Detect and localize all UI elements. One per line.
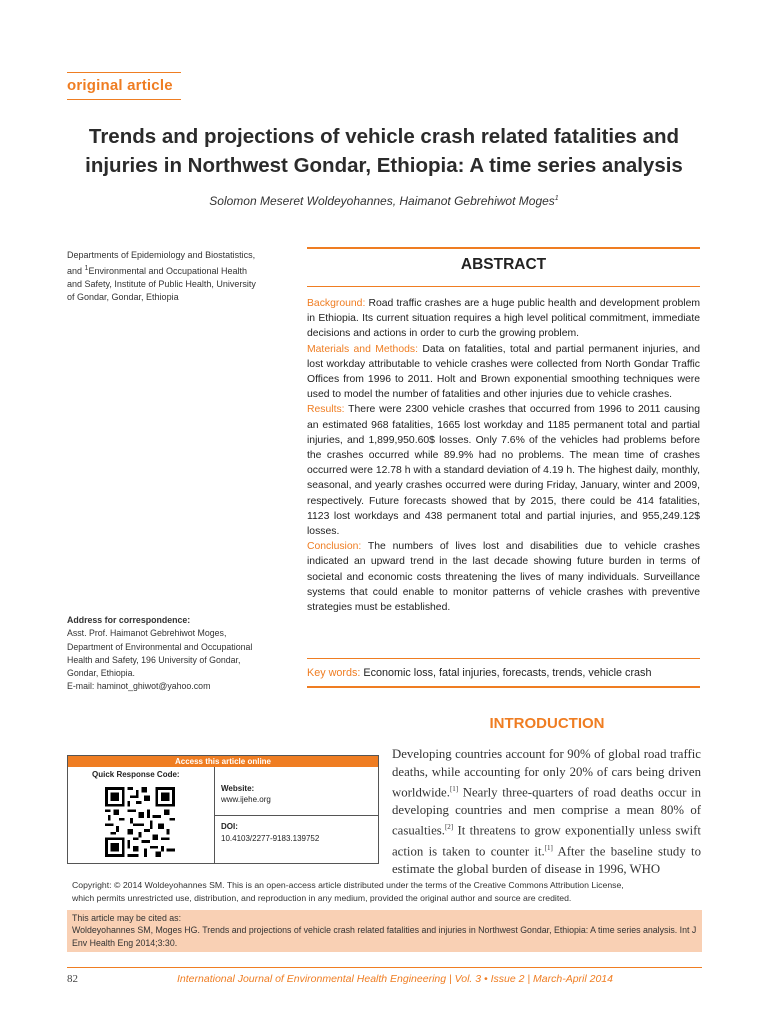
footer-rule xyxy=(67,967,702,968)
methods-text: Data on fatalities, total and partial permanent injuries, and lost workday attributable to vehicle crashes were collected from North Gondar Traffic Offices from 1996 to 2011. Holt and Brown exponential smoothing techniques were used to model the number of fatalities and other injuries due to vehicle crashes. xyxy=(307,343,700,401)
author-list xyxy=(40,194,728,208)
correspondence-line-3: Health and Safety, 196 University of Gondar, xyxy=(67,654,241,665)
conclusion-text: The numbers of lives lost and disabilities due to vehicle crashes indicated an upward trend in the last decade showing future burden in terms of societal and economic costs threatening the lives of many individuals. Surveillance systems that could enable to monitor patterns of vehicle crashes with preventive strategies must be established. xyxy=(307,541,700,614)
authors-text: Solomon Meseret Woldeyohannes, Haimanot Gebrehiwot Moges xyxy=(209,194,555,208)
background-label: Background: xyxy=(307,298,366,309)
abstract-methods xyxy=(307,342,700,403)
authors-mark: 1 xyxy=(554,195,559,202)
section-tag: original article xyxy=(67,77,173,94)
copyright-line-2: which permits unrestricted use, distribution, and reproduction in any medium, provided the original author and source are credited. xyxy=(72,893,572,903)
background-text: Road traffic crashes are a huge public health and development problem in Ethiopia. Its current situation requires a high level political commitment, immediate decisions and actions in order to curb the growing problem. xyxy=(307,298,700,340)
ref-link[interactable]: [1] xyxy=(544,844,553,853)
keywords xyxy=(307,667,700,679)
copyright-line-1: Copyright: © 2014 Woldeyohannes SM. This is an open-access article distributed under the terms of the Creative Commons Attribution License, xyxy=(72,880,624,890)
affiliation xyxy=(67,249,287,304)
keywords-rule-top xyxy=(307,658,700,659)
access-online-box xyxy=(67,755,379,864)
intro-part-3: It threatens to grow exponentially unless swift action is taken to counter it. xyxy=(392,823,701,859)
journal-footer: International Journal of Environmental Health Engineering | Vol. 3 • Issue 2 | March-April 2014 xyxy=(177,973,613,985)
correspondence-line-1: Asst. Prof. Haimanot Gebrehiwot Moges, xyxy=(67,628,227,639)
qr-label: Quick Response Code: xyxy=(92,770,180,779)
keywords-rule-bottom xyxy=(307,686,700,688)
intro-part-1: Developing countries account for 90% of global road traffic deaths, while accounting for only 20% of cars being driven worldwide. xyxy=(392,747,701,800)
correspondence-email[interactable]: E-mail: haminot_ghiwot@yahoo.com xyxy=(67,681,211,692)
correspondence-line-4: Gondar, Ethiopia. xyxy=(67,668,135,679)
abstract-heading: ABSTRACT xyxy=(460,256,547,273)
abstract-background xyxy=(307,296,700,342)
doi-label: DOI: xyxy=(221,822,238,831)
citation-box xyxy=(67,910,702,952)
correspondence xyxy=(67,614,287,694)
page-number: 82 xyxy=(67,973,78,985)
correspondence-heading: Address for correspondence: xyxy=(67,615,191,625)
abstract-rule-mid xyxy=(307,286,700,287)
introduction-heading: INTRODUCTION xyxy=(489,715,605,732)
title-line-1: Trends and projections of vehicle crash related fatalities and xyxy=(88,125,680,148)
title-line-2: injuries in Northwest Gondar, Ethiopia: A time series analysis xyxy=(85,154,683,177)
results-text: There were 2300 vehicle crashes that occurred from 1996 to 2011 causing an estimated 968 fatalities, 1665 lost workday and 1185 permanent total and partial injuries, and 1,899,950.60$ losses. Only 7.6% of the vehicles had problems before the crashes occurred while 89.9% had no problems. The mean time of crashes occurred were 12.78 h with a standard deviation of 4.19 h. The highest daily, monthly, seasonal, and yearly crashes occurred were during Friday, January, winter and 2009, respectively. Future forecasts showed that by 2015, there could be 414 fatalities, 1123 lost workdays and 438 permanent total and partial injuries, and 955,249.12$ losses. xyxy=(307,404,700,538)
keywords-text: Economic loss, fatal injuries, forecasts, trends, vehicle crash xyxy=(360,667,652,679)
affiliation-line-1: Departments of Epidemiology and Biostatistics, xyxy=(67,250,256,260)
tag-rule-top xyxy=(67,72,181,73)
doi-value[interactable]: 10.4103/2277-9183.139752 xyxy=(221,834,320,843)
tag-rule-bottom xyxy=(67,99,181,100)
intro-part-2: Nearly three-quarters of road deaths occur in developing countries and men comprise a mean 80% of casualties. xyxy=(392,785,701,838)
affiliation-line-2b: Environmental and Occupational Health xyxy=(88,266,248,276)
correspondence-line-2: Department of Environmental and Occupational xyxy=(67,641,253,652)
affiliation-mark: 1 xyxy=(84,265,89,272)
abstract-conclusion xyxy=(307,539,700,615)
website-link[interactable]: www.ijehe.org xyxy=(221,795,271,804)
website-cell xyxy=(215,767,378,816)
affiliation-line-4: of Gondar, Gondar, Ethiopia xyxy=(67,292,179,302)
affiliation-line-2 xyxy=(67,262,287,278)
results-label: Results: xyxy=(307,404,345,416)
keywords-label: Key words: xyxy=(307,667,361,679)
article-title xyxy=(40,122,728,180)
access-heading: Access this article online xyxy=(68,756,378,767)
website-label: Website: xyxy=(221,784,255,793)
qr-code-icon[interactable] xyxy=(105,787,175,857)
ref-link[interactable]: [1] xyxy=(449,785,459,793)
introduction-text xyxy=(392,746,701,876)
doi-cell xyxy=(215,816,378,863)
citation-heading: This article may be cited as: xyxy=(72,913,182,923)
copyright-notice xyxy=(72,879,702,905)
intro-part-4: After the baseline study to estimate the global burden of disease in 1996, WHO xyxy=(392,844,701,876)
citation-text: Woldeyohannes SM, Moges HG. Trends and projections of vehicle crash related fatalities and injuries in Northwest Gondar, Ethiopia: A time series analysis. Int J Env Health Eng 2014;3:30. xyxy=(72,925,697,948)
abstract-rule-top xyxy=(307,247,700,249)
qr-cell xyxy=(68,767,215,863)
affiliation-line-2a: and xyxy=(67,266,85,276)
abstract-body xyxy=(307,296,700,615)
abstract-results xyxy=(307,402,700,539)
methods-label: Materials and Methods: xyxy=(307,343,418,355)
conclusion-label: Conclusion: xyxy=(307,541,362,553)
ref-link[interactable]: [2] xyxy=(444,823,454,832)
affiliation-line-3: and Safety, Institute of Public Health, University xyxy=(67,279,256,289)
